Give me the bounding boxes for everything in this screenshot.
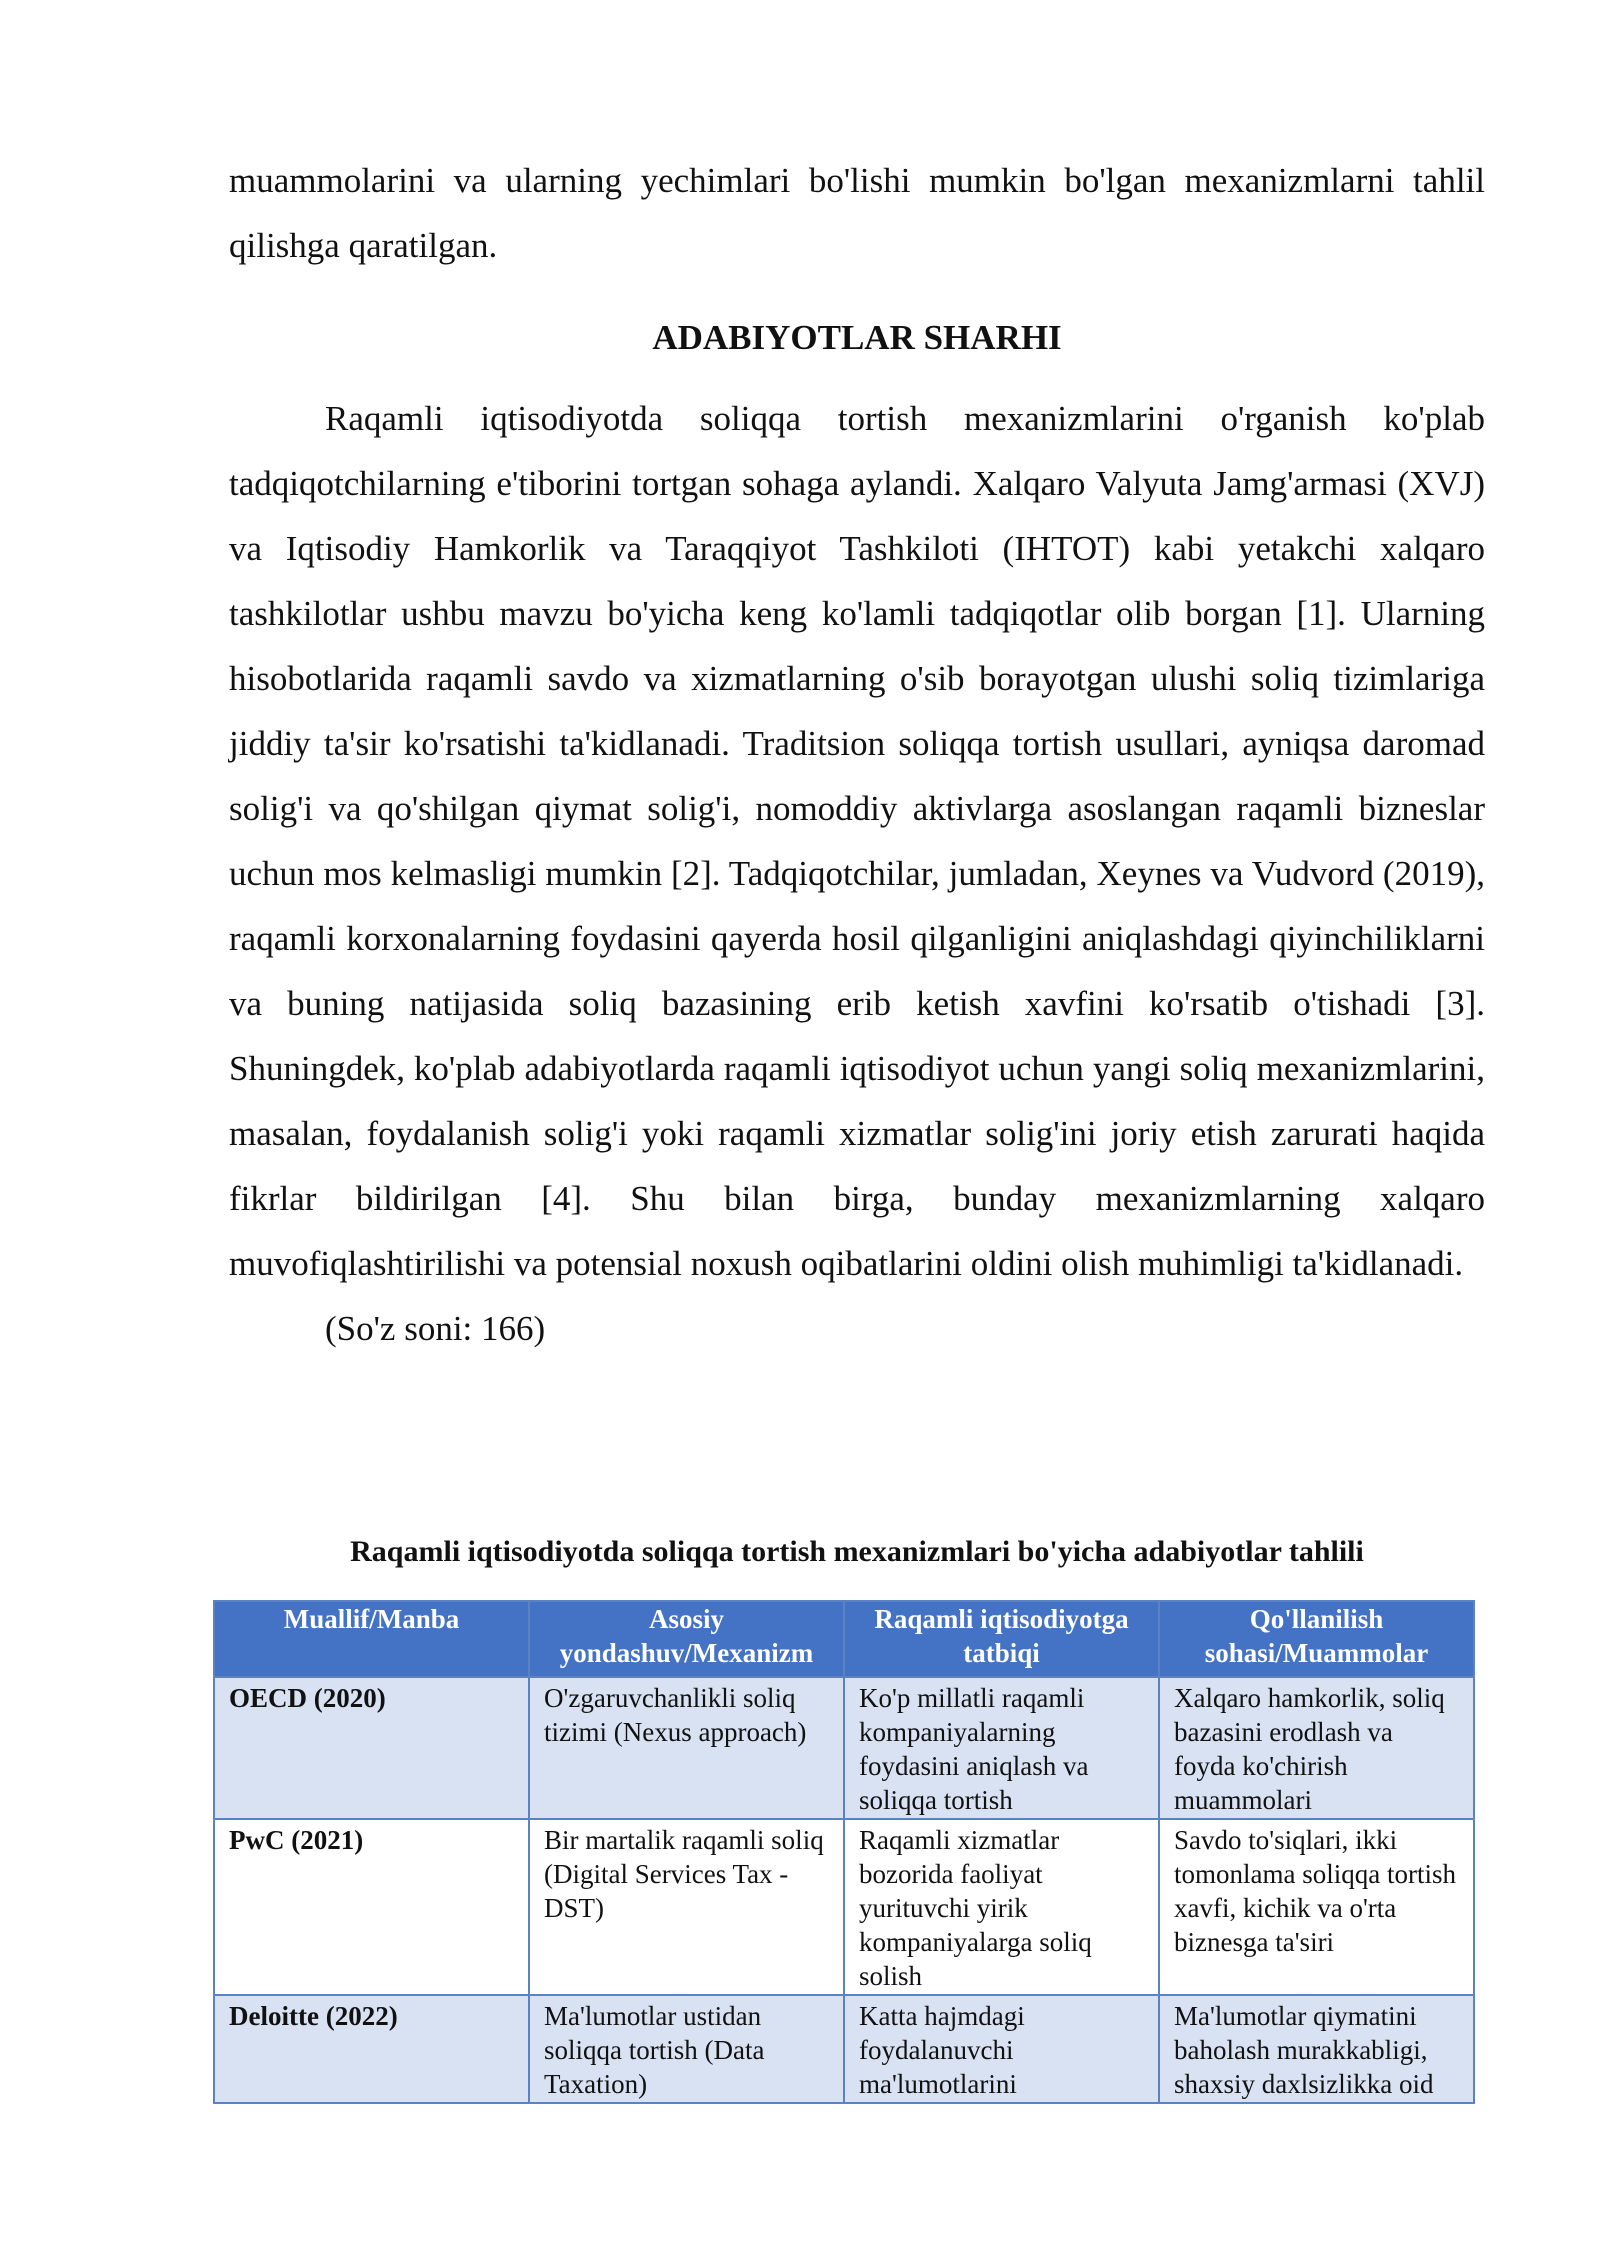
- cell-issues: Xalqaro hamkorlik, soliq bazasini erodlash va foyda ko'chirish muammolari: [1159, 1677, 1474, 1819]
- cell-application: Raqamli xizmatlar bozorida faoliyat yurituvchi yirik kompaniyalarga soliq solish: [844, 1819, 1159, 1995]
- column-header-approach: Asosiy yondashuv/Mexanizm: [529, 1601, 844, 1677]
- cell-application: Katta hajmdagi foydalanuvchi ma'lumotlarini: [844, 1995, 1159, 2103]
- cell-approach: O'zgaruvchanlikli soliq tizimi (Nexus approach): [529, 1677, 844, 1819]
- column-header-issues: Qo'llanilish sohasi/Muammolar: [1159, 1601, 1474, 1677]
- literature-review-paragraph: Raqamli iqtisodiyotda soliqqa tortish mexanizmlarini o'rganish ko'plab tadqiqotchilarning e'tiborini tortgan sohaga aylandi. Xalqaro Valyuta Jamg'armasi (XVJ) va Iqtisodiy Hamkorlik va Taraqqiyot Tashkiloti (IHTOT) kabi yetakchi xalqaro tashkilotlar ushbu mavzu bo'yicha keng ko'lamli tadqiqotlar olib borgan [1]. Ularning hisobotlarida raqamli savdo va xizmatlarning o'sib borayotgan ulushi soliq tizimlariga jiddiy ta'sir ko'rsatishi ta'kidlanadi. Traditsion soliqqa tortish usullari, ayniqsa daromad solig'i va qo'shilgan qiymat solig'i, nomoddiy aktivlarga asoslangan raqamli bizneslar uchun mos kelmasligi mumkin [2]. Tadqiqotchilar, jumladan, Xeynes va Vudvord (2019), raqamli korxonalarning foydasini qayerda hosil qilganligini aniqlashdagi qiyinchiliklarni va buning natijasida soliq bazasining erib ketish xavfini ko'rsatib o'tishadi [3]. Shuningdek, ko'plab adabiyotlarda raqamli iqtisodiyot uchun yangi soliq mexanizmlarini, masalan, foydalanish solig'i yoki raqamli xizmatlar solig'ini joriy etish zarurati haqida fikrlar bildirilgan [4]. Shu bilan birga, bunday mexanizmlarning xalqaro muvofiqlashtirilishi va potensial noxush oqibatlarini oldini olish muhimligi ta'kidlanadi.: [229, 399, 1485, 1283]
- table-row: [214, 1677, 1474, 1819]
- intro-paragraph-tail: muammolarini va ularning yechimlari bo'lishi mumkin bo'lgan mexanizmlarni tahlil qilishga qaratilgan.: [229, 161, 1485, 265]
- table-caption: Raqamli iqtisodiyotda soliqqa tortish mexanizmlari bo'yicha adabiyotlar tahlili: [350, 1535, 1364, 1568]
- cell-source: OECD (2020): [214, 1677, 529, 1819]
- cell-approach: Ma'lumotlar ustidan soliqqa tortish (Data Taxation): [529, 1995, 844, 2103]
- cell-source: PwC (2021): [214, 1819, 529, 1995]
- word-count: (So'z soni: 166): [325, 1309, 546, 1348]
- literature-table: [213, 1600, 1475, 2104]
- column-header-application: Raqamli iqtisodiyotga tatbiqi: [844, 1601, 1159, 1677]
- cell-issues: Savdo to'siqlari, ikki tomonlama soliqqa tortish xavfi, kichik va o'rta biznesga ta'siri: [1159, 1819, 1474, 1995]
- column-header-source: Muallif/Manba: [214, 1601, 529, 1677]
- table-header-row: [214, 1601, 1474, 1677]
- table-row: [214, 1819, 1474, 1995]
- cell-issues: Ma'lumotlar qiymatini baholash murakkabligi, shaxsiy daxlsizlikka oid: [1159, 1995, 1474, 2103]
- cell-application: Ko'p millatli raqamli kompaniyalarning foydasini aniqlash va soliqqa tortish: [844, 1677, 1159, 1819]
- cell-approach: Bir martalik raqamli soliq (Digital Services Tax - DST): [529, 1819, 844, 1995]
- table-row: [214, 1995, 1474, 2103]
- cell-source: Deloitte (2022): [214, 1995, 529, 2103]
- document-page: [229, 148, 1485, 1361]
- section-heading: ADABIYOTLAR SHARHI: [652, 318, 1062, 357]
